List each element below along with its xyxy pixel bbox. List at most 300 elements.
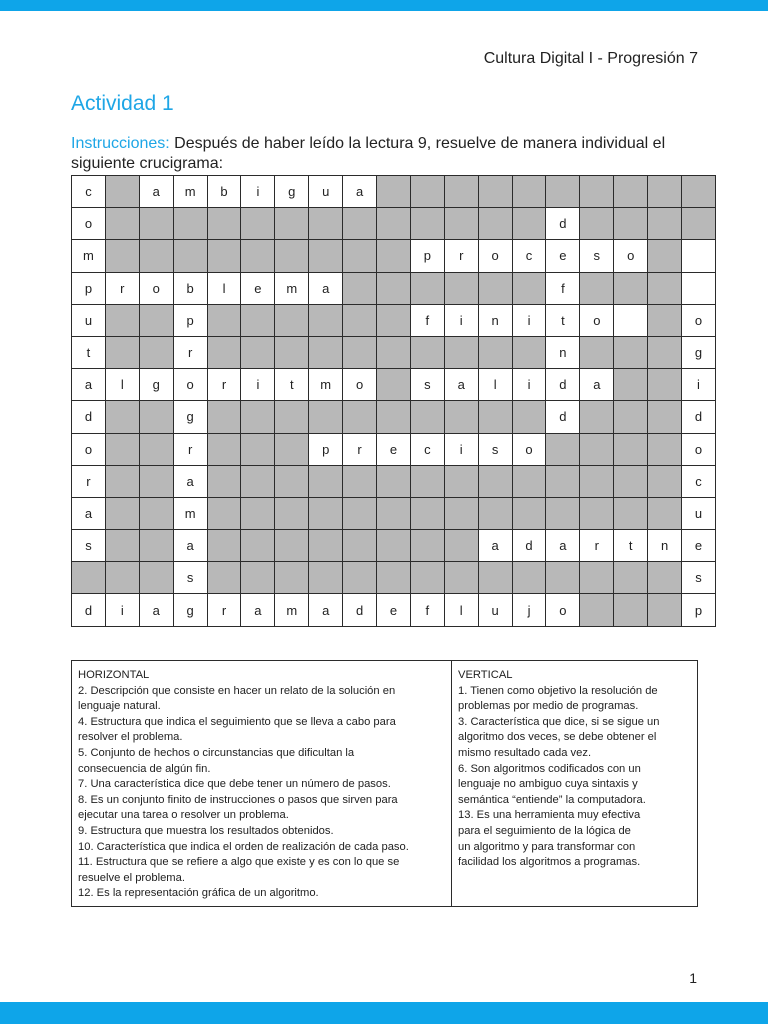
letter-cell: c bbox=[512, 240, 546, 272]
blocked-cell bbox=[546, 465, 580, 497]
blocked-cell bbox=[105, 530, 139, 562]
letter-cell: g bbox=[173, 594, 207, 626]
blocked-cell bbox=[614, 176, 648, 208]
blocked-cell bbox=[614, 562, 648, 594]
letter-cell: r bbox=[580, 530, 614, 562]
crossword-row bbox=[72, 433, 716, 465]
crossword-row bbox=[72, 176, 716, 208]
blocked-cell bbox=[512, 562, 546, 594]
blocked-cell bbox=[173, 208, 207, 240]
blocked-cell bbox=[241, 433, 275, 465]
blocked-cell bbox=[241, 336, 275, 368]
blocked-cell bbox=[173, 240, 207, 272]
blocked-cell bbox=[444, 465, 478, 497]
letter-cell: f bbox=[410, 594, 444, 626]
letter-cell: s bbox=[72, 530, 106, 562]
clue-line: 9. Estructura que muestra los resultados obtenidos. bbox=[78, 824, 334, 837]
letter-cell: o bbox=[72, 208, 106, 240]
blocked-cell bbox=[444, 272, 478, 304]
blocked-cell bbox=[309, 336, 343, 368]
clue-line: 2. Descripción que consiste en hacer un relato de la solución en bbox=[78, 684, 396, 697]
clue-line: 6. Son algoritmos codificados con un bbox=[458, 762, 641, 775]
clue-line: lenguaje natural. bbox=[78, 700, 161, 713]
course-header: Cultura Digital I - Progresión 7 bbox=[483, 50, 698, 67]
letter-cell: o bbox=[72, 433, 106, 465]
blocked-cell bbox=[343, 530, 377, 562]
top-accent-bar bbox=[0, 0, 768, 11]
blocked-cell bbox=[648, 594, 682, 626]
blocked-cell bbox=[648, 465, 682, 497]
letter-cell: c bbox=[410, 433, 444, 465]
letter-cell: l bbox=[207, 272, 241, 304]
blocked-cell bbox=[207, 336, 241, 368]
blocked-cell bbox=[275, 433, 309, 465]
vertical-heading: VERTICAL bbox=[458, 669, 513, 681]
crossword-row bbox=[72, 272, 716, 304]
letter-cell: p bbox=[410, 240, 444, 272]
blocked-cell bbox=[614, 497, 648, 529]
blocked-cell bbox=[377, 465, 411, 497]
letter-cell: o bbox=[512, 433, 546, 465]
letter-cell: i bbox=[241, 369, 275, 401]
letter-cell: a bbox=[72, 369, 106, 401]
letter-cell: r bbox=[173, 433, 207, 465]
clue-line: problemas por medio de programas. bbox=[458, 700, 639, 713]
clue-line: resuelve el problema. bbox=[78, 871, 185, 884]
blocked-cell bbox=[648, 240, 682, 272]
letter-cell: d bbox=[546, 369, 580, 401]
blocked-cell bbox=[343, 401, 377, 433]
blocked-cell bbox=[580, 272, 614, 304]
letter-cell: e bbox=[546, 240, 580, 272]
crossword-row bbox=[72, 401, 716, 433]
blocked-cell bbox=[343, 208, 377, 240]
letter-cell: o bbox=[682, 433, 716, 465]
blocked-cell bbox=[580, 562, 614, 594]
letter-cell: i bbox=[512, 304, 546, 336]
instructions-text: Después de haber leído la lectura 9, resuelve de manera individual el siguiente crucigrama: bbox=[71, 135, 666, 172]
blocked-cell bbox=[241, 240, 275, 272]
crossword-row bbox=[72, 369, 716, 401]
letter-cell: d bbox=[546, 401, 580, 433]
blocked-cell bbox=[309, 497, 343, 529]
blocked-cell bbox=[648, 208, 682, 240]
blocked-cell bbox=[648, 336, 682, 368]
blocked-cell bbox=[139, 208, 173, 240]
letter-cell: a bbox=[580, 369, 614, 401]
blocked-cell bbox=[410, 497, 444, 529]
blocked-cell bbox=[444, 176, 478, 208]
blocked-cell bbox=[309, 401, 343, 433]
letter-cell: a bbox=[72, 497, 106, 529]
blocked-cell bbox=[648, 401, 682, 433]
letter-cell: p bbox=[173, 304, 207, 336]
blocked-cell bbox=[309, 208, 343, 240]
letter-cell: d bbox=[343, 594, 377, 626]
letter-cell: m bbox=[72, 240, 106, 272]
letter-cell: c bbox=[72, 176, 106, 208]
blocked-cell bbox=[275, 336, 309, 368]
blocked-cell bbox=[614, 594, 648, 626]
blocked-cell bbox=[614, 272, 648, 304]
letter-cell: o bbox=[139, 272, 173, 304]
letter-cell: a bbox=[309, 594, 343, 626]
letter-cell: g bbox=[682, 336, 716, 368]
instructions-label: Instrucciones: bbox=[71, 135, 170, 152]
clues-table bbox=[71, 660, 698, 907]
blocked-cell bbox=[343, 272, 377, 304]
blocked-cell bbox=[139, 465, 173, 497]
blocked-cell bbox=[309, 465, 343, 497]
blocked-cell bbox=[682, 176, 716, 208]
letter-cell: a bbox=[139, 176, 173, 208]
blocked-cell bbox=[614, 336, 648, 368]
blocked-cell bbox=[410, 272, 444, 304]
blocked-cell bbox=[648, 497, 682, 529]
letter-cell: r bbox=[72, 465, 106, 497]
letter-cell: t bbox=[546, 304, 580, 336]
letter-cell: j bbox=[512, 594, 546, 626]
blocked-cell bbox=[546, 176, 580, 208]
letter-cell: u bbox=[478, 594, 512, 626]
blocked-cell bbox=[343, 336, 377, 368]
letter-cell: a bbox=[139, 594, 173, 626]
letter-cell: a bbox=[478, 530, 512, 562]
blocked-cell bbox=[478, 208, 512, 240]
blocked-cell bbox=[377, 497, 411, 529]
letter-cell: s bbox=[580, 240, 614, 272]
blocked-cell bbox=[410, 176, 444, 208]
clue-line: 7. Una característica dice que debe tener un número de pasos. bbox=[78, 778, 391, 791]
letter-cell: l bbox=[105, 369, 139, 401]
blocked-cell bbox=[309, 562, 343, 594]
letter-cell: o bbox=[343, 369, 377, 401]
blocked-cell bbox=[512, 465, 546, 497]
blocked-cell bbox=[377, 336, 411, 368]
letter-cell: p bbox=[682, 594, 716, 626]
blocked-cell bbox=[682, 208, 716, 240]
letter-cell: o bbox=[173, 369, 207, 401]
horizontal-clues bbox=[72, 661, 452, 907]
blocked-cell bbox=[580, 176, 614, 208]
letter-cell bbox=[682, 240, 716, 272]
blocked-cell bbox=[275, 401, 309, 433]
blocked-cell bbox=[105, 176, 139, 208]
letter-cell: e bbox=[682, 530, 716, 562]
blocked-cell bbox=[614, 369, 648, 401]
letter-cell: i bbox=[682, 369, 716, 401]
blocked-cell bbox=[207, 304, 241, 336]
blocked-cell bbox=[377, 240, 411, 272]
blocked-cell bbox=[105, 240, 139, 272]
blocked-cell bbox=[648, 369, 682, 401]
letter-cell: t bbox=[275, 369, 309, 401]
letter-cell: e bbox=[377, 433, 411, 465]
blocked-cell bbox=[139, 562, 173, 594]
letter-cell: d bbox=[72, 594, 106, 626]
letter-cell bbox=[682, 272, 716, 304]
blocked-cell bbox=[614, 208, 648, 240]
blocked-cell bbox=[207, 465, 241, 497]
blocked-cell bbox=[580, 401, 614, 433]
blocked-cell bbox=[648, 176, 682, 208]
crossword-row bbox=[72, 304, 716, 336]
blocked-cell bbox=[241, 401, 275, 433]
letter-cell: m bbox=[275, 594, 309, 626]
blocked-cell bbox=[105, 336, 139, 368]
blocked-cell bbox=[478, 401, 512, 433]
blocked-cell bbox=[444, 208, 478, 240]
blocked-cell bbox=[207, 497, 241, 529]
letter-cell: r bbox=[173, 336, 207, 368]
clue-line: 13. Es una herramienta muy efectiva bbox=[458, 809, 641, 822]
blocked-cell bbox=[139, 304, 173, 336]
blocked-cell bbox=[343, 562, 377, 594]
bottom-accent-bar bbox=[0, 1002, 768, 1024]
blocked-cell bbox=[478, 176, 512, 208]
crossword-row bbox=[72, 465, 716, 497]
blocked-cell bbox=[614, 433, 648, 465]
blocked-cell bbox=[444, 530, 478, 562]
letter-cell: o bbox=[682, 304, 716, 336]
clue-line: 10. Característica que indica el orden de realización de cada paso. bbox=[78, 840, 409, 853]
blocked-cell bbox=[648, 272, 682, 304]
letter-cell: o bbox=[580, 304, 614, 336]
crossword-row bbox=[72, 208, 716, 240]
blocked-cell bbox=[444, 401, 478, 433]
blocked-cell bbox=[410, 336, 444, 368]
clue-line: semántica “entiende” la computadora. bbox=[458, 793, 646, 806]
clue-line: resolver el problema. bbox=[78, 731, 183, 744]
blocked-cell bbox=[648, 562, 682, 594]
blocked-cell bbox=[377, 208, 411, 240]
blocked-cell bbox=[648, 433, 682, 465]
blocked-cell bbox=[241, 497, 275, 529]
blocked-cell bbox=[309, 304, 343, 336]
clue-line: 1. Tienen como objetivo la resolución de bbox=[458, 684, 658, 697]
clue-line: mismo resultado cada vez. bbox=[458, 746, 592, 759]
clue-line: 11. Estructura que se refiere a algo que existe y es con lo que se bbox=[78, 856, 400, 869]
letter-cell: e bbox=[241, 272, 275, 304]
letter-cell: a bbox=[241, 594, 275, 626]
letter-cell: m bbox=[275, 272, 309, 304]
letter-cell: b bbox=[173, 272, 207, 304]
letter-cell: m bbox=[173, 176, 207, 208]
blocked-cell bbox=[139, 530, 173, 562]
letter-cell: a bbox=[309, 272, 343, 304]
clue-line: algoritmo dos veces, se debe obtener el bbox=[458, 731, 657, 744]
blocked-cell bbox=[343, 497, 377, 529]
vertical-clues bbox=[452, 661, 697, 907]
letter-cell: a bbox=[173, 530, 207, 562]
blocked-cell bbox=[105, 562, 139, 594]
clue-line: ejecutar una tarea o resolver un problema. bbox=[78, 809, 289, 822]
letter-cell: t bbox=[614, 530, 648, 562]
blocked-cell bbox=[410, 530, 444, 562]
blocked-cell bbox=[377, 272, 411, 304]
blocked-cell bbox=[512, 176, 546, 208]
letter-cell: s bbox=[478, 433, 512, 465]
blocked-cell bbox=[275, 530, 309, 562]
clue-line: 8. Es un conjunto finito de instrucciones o pasos que sirven para bbox=[78, 793, 398, 806]
letter-cell: i bbox=[241, 176, 275, 208]
blocked-cell bbox=[377, 530, 411, 562]
blocked-cell bbox=[410, 465, 444, 497]
blocked-cell bbox=[377, 176, 411, 208]
letter-cell: g bbox=[173, 401, 207, 433]
clue-line: consecuencia de algún fin. bbox=[78, 762, 211, 775]
instructions bbox=[71, 134, 699, 174]
letter-cell: f bbox=[410, 304, 444, 336]
blocked-cell bbox=[377, 369, 411, 401]
letter-cell: l bbox=[444, 594, 478, 626]
blocked-cell bbox=[207, 240, 241, 272]
blocked-cell bbox=[139, 401, 173, 433]
blocked-cell bbox=[139, 433, 173, 465]
clue-line: 5. Conjunto de hechos o circunstancias que dificultan la bbox=[78, 746, 355, 759]
blocked-cell bbox=[72, 562, 106, 594]
letter-cell: o bbox=[478, 240, 512, 272]
crossword-row bbox=[72, 594, 716, 626]
blocked-cell bbox=[478, 336, 512, 368]
letter-cell: r bbox=[343, 433, 377, 465]
blocked-cell bbox=[410, 208, 444, 240]
letter-cell: t bbox=[72, 336, 106, 368]
blocked-cell bbox=[275, 562, 309, 594]
letter-cell: g bbox=[275, 176, 309, 208]
letter-cell: o bbox=[614, 240, 648, 272]
letter-cell: d bbox=[546, 208, 580, 240]
blocked-cell bbox=[241, 562, 275, 594]
blocked-cell bbox=[105, 401, 139, 433]
clue-line: 12. Es la representación gráfica de un algoritmo. bbox=[78, 887, 319, 900]
blocked-cell bbox=[207, 208, 241, 240]
blocked-cell bbox=[343, 240, 377, 272]
letter-cell: m bbox=[173, 497, 207, 529]
blocked-cell bbox=[512, 272, 546, 304]
blocked-cell bbox=[377, 401, 411, 433]
blocked-cell bbox=[139, 497, 173, 529]
letter-cell: a bbox=[343, 176, 377, 208]
blocked-cell bbox=[241, 530, 275, 562]
blocked-cell bbox=[377, 304, 411, 336]
letter-cell: m bbox=[309, 369, 343, 401]
blocked-cell bbox=[105, 433, 139, 465]
blocked-cell bbox=[275, 240, 309, 272]
blocked-cell bbox=[105, 208, 139, 240]
blocked-cell bbox=[444, 336, 478, 368]
letter-cell: a bbox=[546, 530, 580, 562]
blocked-cell bbox=[139, 240, 173, 272]
clues-bottom-rule bbox=[71, 906, 698, 907]
blocked-cell bbox=[478, 465, 512, 497]
blocked-cell bbox=[377, 562, 411, 594]
blocked-cell bbox=[478, 497, 512, 529]
blocked-cell bbox=[444, 562, 478, 594]
letter-cell: p bbox=[309, 433, 343, 465]
letter-cell: f bbox=[546, 272, 580, 304]
letter-cell: i bbox=[512, 369, 546, 401]
clue-line: 4. Estructura que indica el seguimiento que se lleva a cabo para bbox=[78, 715, 396, 728]
blocked-cell bbox=[580, 208, 614, 240]
blocked-cell bbox=[478, 272, 512, 304]
blocked-cell bbox=[580, 336, 614, 368]
blocked-cell bbox=[207, 401, 241, 433]
letter-cell: r bbox=[207, 594, 241, 626]
letter-cell: i bbox=[105, 594, 139, 626]
blocked-cell bbox=[580, 594, 614, 626]
letter-cell: u bbox=[72, 304, 106, 336]
letter-cell: c bbox=[682, 465, 716, 497]
blocked-cell bbox=[512, 336, 546, 368]
clue-line: para el seguimiento de la lógica de bbox=[458, 824, 631, 837]
blocked-cell bbox=[275, 304, 309, 336]
letter-cell: e bbox=[377, 594, 411, 626]
blocked-cell bbox=[614, 465, 648, 497]
blocked-cell bbox=[546, 433, 580, 465]
clue-line: un algoritmo y para transformar con bbox=[458, 840, 636, 853]
blocked-cell bbox=[241, 465, 275, 497]
blocked-cell bbox=[478, 562, 512, 594]
crossword-grid bbox=[71, 175, 716, 627]
letter-cell: n bbox=[648, 530, 682, 562]
crossword-row bbox=[72, 336, 716, 368]
letter-cell bbox=[614, 304, 648, 336]
blocked-cell bbox=[512, 401, 546, 433]
horizontal-heading: HORIZONTAL bbox=[78, 669, 150, 681]
blocked-cell bbox=[275, 497, 309, 529]
letter-cell: u bbox=[309, 176, 343, 208]
letter-cell: b bbox=[207, 176, 241, 208]
crossword-row bbox=[72, 497, 716, 529]
crossword-row bbox=[72, 562, 716, 594]
blocked-cell bbox=[580, 465, 614, 497]
blocked-cell bbox=[410, 401, 444, 433]
letter-cell: n bbox=[546, 336, 580, 368]
blocked-cell bbox=[309, 240, 343, 272]
letter-cell: r bbox=[207, 369, 241, 401]
blocked-cell bbox=[410, 562, 444, 594]
letter-cell: p bbox=[72, 272, 106, 304]
blocked-cell bbox=[580, 433, 614, 465]
blocked-cell bbox=[105, 465, 139, 497]
page-number: 1 bbox=[689, 970, 697, 986]
clue-line: lenguaje no ambiguo cuya sintaxis y bbox=[458, 778, 638, 791]
blocked-cell bbox=[275, 465, 309, 497]
letter-cell: u bbox=[682, 497, 716, 529]
blocked-cell bbox=[512, 208, 546, 240]
letter-cell: i bbox=[444, 433, 478, 465]
blocked-cell bbox=[275, 208, 309, 240]
crossword-row bbox=[72, 240, 716, 272]
clue-line: facilidad los algoritmos a programas. bbox=[458, 856, 641, 869]
blocked-cell bbox=[546, 497, 580, 529]
letter-cell: d bbox=[512, 530, 546, 562]
blocked-cell bbox=[309, 530, 343, 562]
letter-cell: l bbox=[478, 369, 512, 401]
blocked-cell bbox=[207, 530, 241, 562]
letter-cell: a bbox=[444, 369, 478, 401]
page-title: Actividad 1 bbox=[71, 92, 174, 115]
blocked-cell bbox=[580, 497, 614, 529]
letter-cell: n bbox=[478, 304, 512, 336]
blocked-cell bbox=[207, 433, 241, 465]
letter-cell: g bbox=[139, 369, 173, 401]
blocked-cell bbox=[241, 208, 275, 240]
letter-cell: a bbox=[173, 465, 207, 497]
letter-cell: s bbox=[410, 369, 444, 401]
blocked-cell bbox=[139, 336, 173, 368]
